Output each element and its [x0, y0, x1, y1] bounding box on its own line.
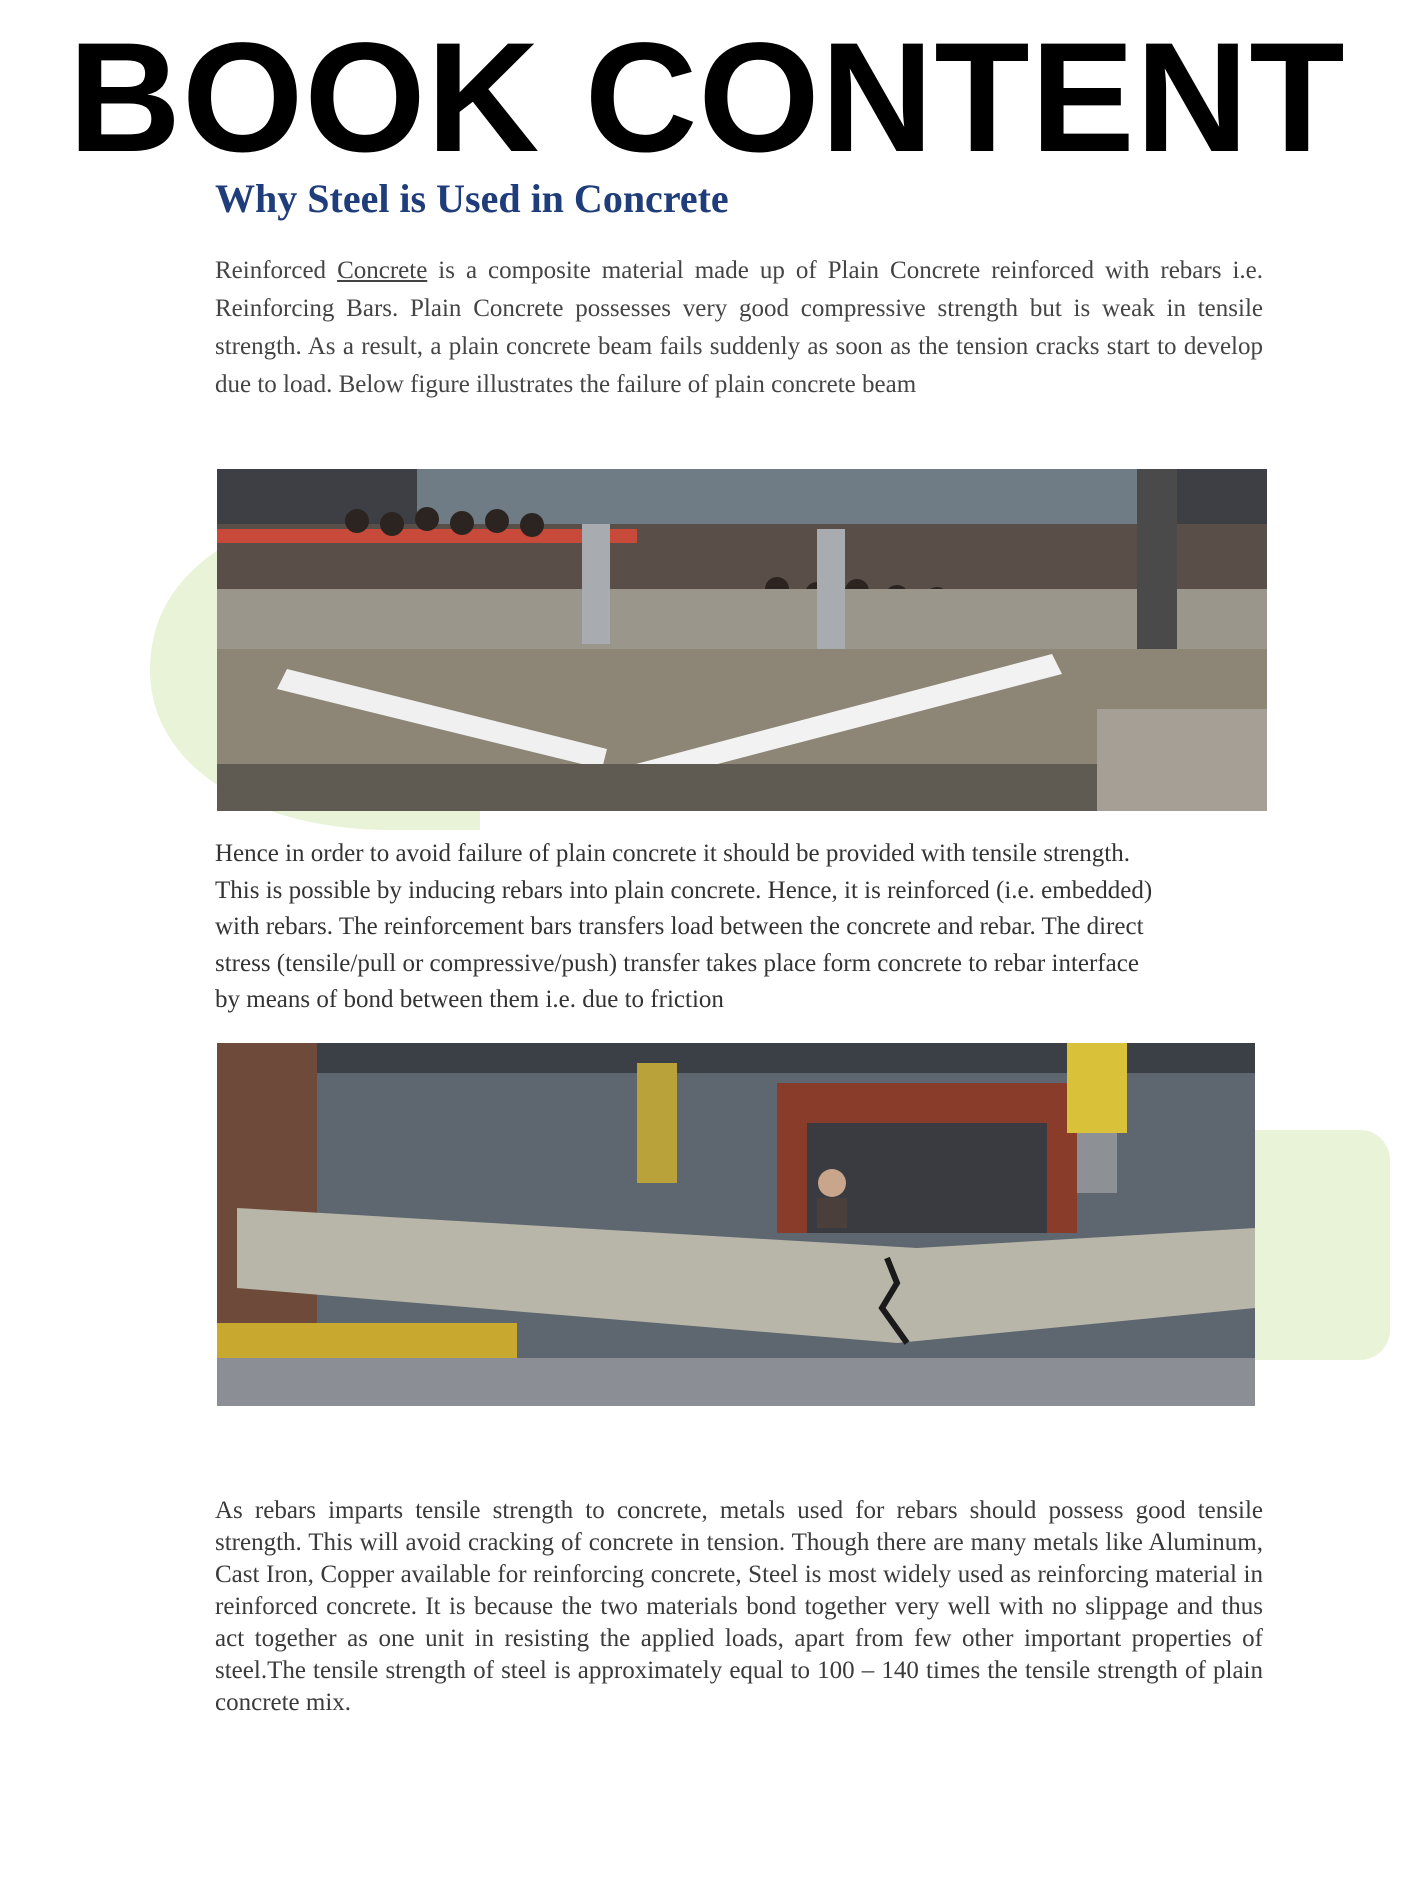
article-heading: Why Steel is Used in Concrete [215, 176, 729, 221]
intro-text-rest: is a composite material made up of Plain Concrete reinforced with rebars i.e. Reinforcing Bars. Plain Concrete possesses very good compressive strength but is weak in tensile strength. As a result, a plain concrete beam fails suddenly as soon as the tension cracks start to develop due to load. Below figure illustrates the failure of plain concrete beam [215, 257, 1263, 398]
bond-line-4: stress (tensile/pull or compressive/push) transfer takes place form concrete to rebar interface [215, 949, 1139, 977]
bond-paragraph [215, 836, 1263, 1019]
intro-text-start: Reinforced [215, 257, 338, 284]
steel-paragraph: As rebars imparts tensile strength to concrete, metals used for rebars should possess good tensile strength. This will avoid cracking of concrete in tension. Though there are many metals like Aluminum, Cast Iron, Copper available for reinforcing concrete, Steel is most widely used as reinforcing material in reinforced concrete. It is because the two materials bond together very well with no slippage and thus act together as one unit in resisting the applied loads, apart from few other important properties of steel.The tensile strength of steel is approximately equal to 100 – 140 times the tensile strength of plain concrete mix. [215, 1497, 1263, 1716]
bond-line-3: with rebars. The reinforcement bars transfers load between the concrete and rebar. The direct [215, 913, 1144, 940]
bond-line-5: by means of bond between them i.e. due to friction [215, 986, 724, 1013]
cracked-beam-photo [217, 1043, 1255, 1406]
concrete-link[interactable]: Concrete [337, 257, 428, 284]
failed-beam-photo [217, 469, 1267, 811]
bond-line-2: This is possible by inducing rebars into plain concrete. Hence, it is reinforced (i.e. embedded) [215, 876, 1153, 904]
banner-title: BOOK CONTENT [68, 11, 1346, 185]
bond-line-1: Hence in order to avoid failure of plain concrete it should be provided with tensile strength. [215, 840, 1131, 867]
intro-paragraph [215, 252, 1263, 404]
